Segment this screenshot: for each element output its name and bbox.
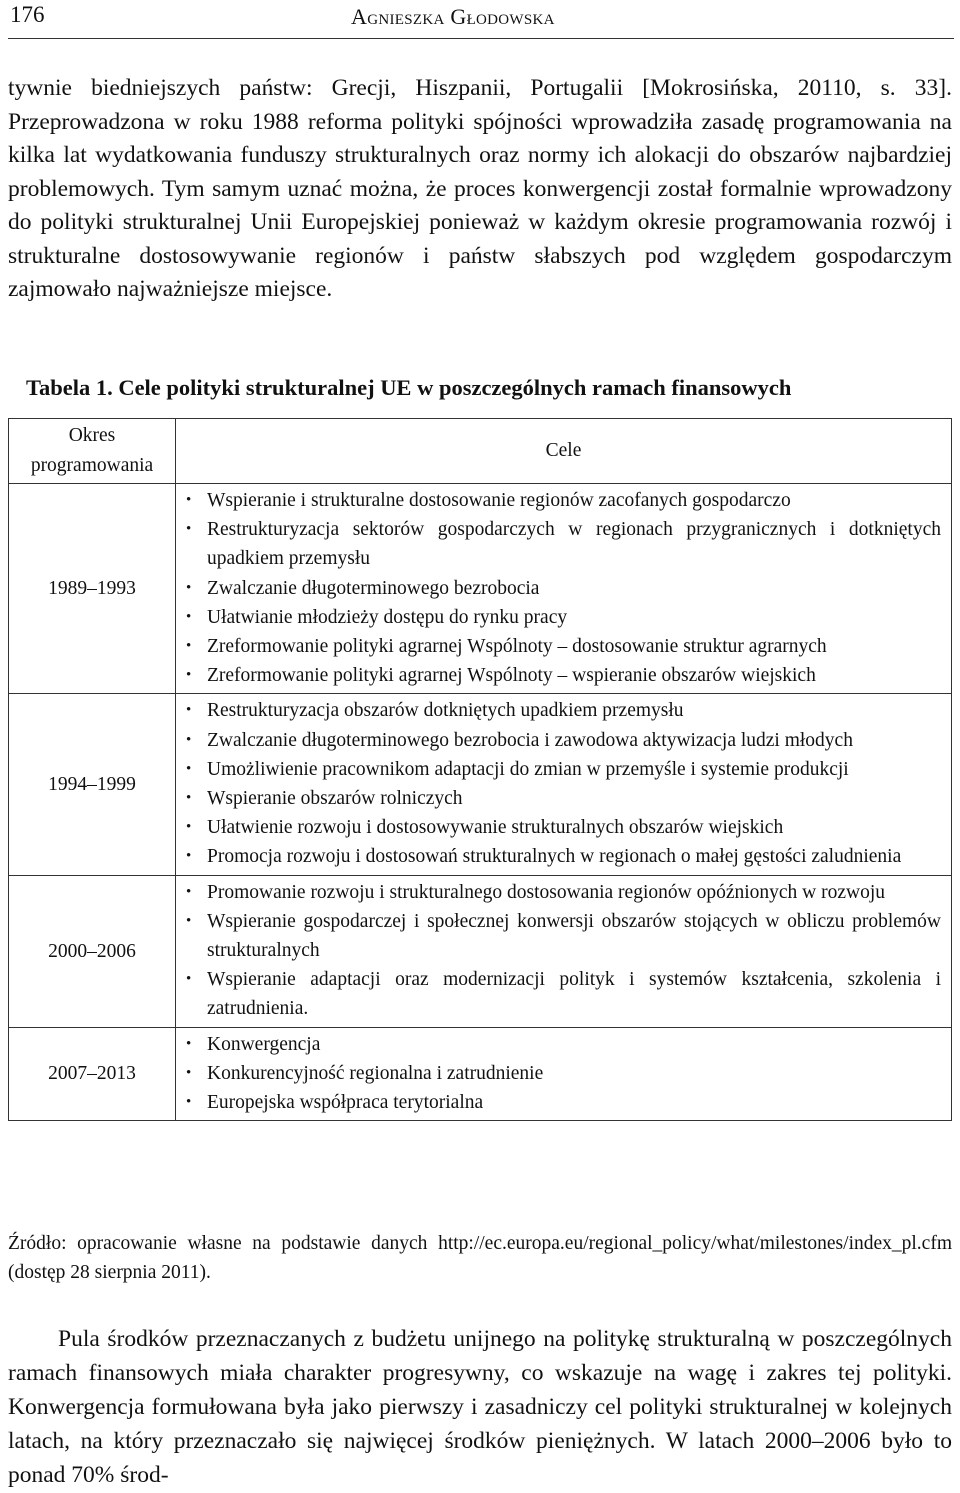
goal-item (186, 1030, 941, 1059)
goal-text: Wspieranie i strukturalne dostosowanie regionów zacofanych gospodarczo (207, 490, 791, 511)
body-paragraph-bottom (8, 1322, 952, 1492)
goal-item (186, 486, 941, 515)
goal-text: Europejska współpraca terytorialna (207, 1092, 484, 1114)
goal-text: Promocja rozwoju i dostosowań strukturalnych w regionach o małej gęstości zaludnienia (207, 846, 902, 868)
bullet-icon: • (186, 912, 192, 929)
goal-text: Wspieranie gospodarczej i społecznej konwersji obszarów stojących w obliczu problemów strukturalnych (207, 910, 941, 962)
goal-item (186, 878, 941, 907)
bullet-icon: • (186, 492, 192, 508)
goal-item (186, 755, 941, 784)
goal-text: Ułatwienie rozwoju i dostosowywanie strukturalnych obszarów wiejskich (207, 817, 784, 839)
goal-item (186, 907, 941, 965)
period-cell: 2007–2013 (9, 1027, 176, 1121)
page-header (8, 0, 954, 39)
table-title: Tabela 1. Cele polityki strukturalnej UE w poszczególnych ramach finansowych (26, 375, 792, 400)
bullet-icon: • (186, 883, 192, 900)
page-number: 176 (10, 2, 45, 27)
goal-item (186, 696, 941, 725)
table-header-row (9, 419, 952, 484)
goal-text: Ułatwianie młodzieży dostępu do rynku pracy (207, 606, 568, 628)
bullet-icon: • (186, 521, 192, 538)
goal-item (186, 842, 941, 871)
goal-text: Konkurencyjność regionalna i zatrudnienie (207, 1062, 544, 1084)
goal-item (186, 1059, 941, 1088)
goal-list (186, 486, 941, 690)
goals-cell (176, 1027, 952, 1121)
goal-list (186, 696, 941, 871)
bullet-icon: • (186, 848, 192, 865)
goal-item (186, 632, 941, 661)
goal-text: Restrukturyzacja sektorów gospodarczych w regionach przygranicznych i dotkniętych upadkiem przemysłu (207, 519, 941, 570)
bullet-icon: • (186, 1064, 192, 1081)
goal-text: Zreformowanie polityki agrarnej Wspólnoty – wspieranie obszarów wiejskich (207, 665, 816, 687)
body-paragraph-bottom-text: Pula środków przeznaczanych z budżetu unijnego na politykę strukturalną w poszczególnych ramach finansowych miała charakter progresywny, co wskazuje na wagę i zakres tej polityki. Konwergencja formułowana była jako pierwszy i zasadniczy cel polityki strukturalnej w kolejnych latach, na który przeznaczało się najwięcej środków pieniężnych. W latach 2000–2006 było to ponad 70% środ- (8, 1326, 952, 1488)
goal-item (186, 965, 941, 1023)
bullet-icon: • (186, 579, 192, 596)
goal-text: Zwalczanie długoterminowego bezrobocia (207, 577, 540, 599)
goal-text: Umożliwienie pracownikom adaptacji do zmian w przemyśle i systemie produkcji (207, 758, 849, 780)
goal-item (186, 574, 941, 603)
bullet-icon: • (186, 819, 192, 836)
header-goals: Cele (176, 419, 952, 484)
period-cell: 1989–1993 (9, 484, 176, 694)
goals-cell (176, 694, 952, 875)
goals-table (8, 418, 952, 1121)
bullet-icon: • (186, 667, 192, 684)
bullet-icon: • (186, 760, 192, 777)
running-head-author: Agnieszka Głodowska (351, 4, 555, 29)
table-body (9, 484, 952, 1121)
bullet-icon: • (186, 790, 192, 807)
goals-cell (176, 875, 952, 1027)
goal-text: Promowanie rozwoju i strukturalnego dostosowania regionów opóźnionych w rozwoju (207, 881, 886, 903)
goal-list (186, 878, 941, 1024)
bullet-icon: • (186, 971, 192, 988)
goal-list (186, 1030, 941, 1118)
goals-cell (176, 484, 952, 694)
header-period: Okres programowania (9, 419, 176, 484)
goal-item (186, 784, 941, 813)
period-cell: 1994–1999 (9, 694, 176, 875)
goal-text: Restrukturyzacja obszarów dotkniętych upadkiem przemysłu (207, 700, 684, 722)
bullet-icon: • (186, 1094, 192, 1111)
bullet-icon: • (186, 731, 192, 748)
table-row (9, 484, 952, 694)
goal-text: Wspieranie adaptacji oraz modernizacji polityk i systemów kształcenia, szkolenia i zatrudnienia. (207, 969, 941, 1020)
period-cell: 2000–2006 (9, 875, 176, 1027)
goal-item (186, 1088, 941, 1117)
goal-item (186, 515, 941, 573)
table-row (9, 1027, 952, 1121)
bullet-icon: • (186, 638, 192, 655)
goal-item (186, 603, 941, 632)
table-row (9, 875, 952, 1027)
goal-text: Zwalczanie długoterminowego bezrobocia i zawodowa aktywizacja ludzi młodych (207, 729, 853, 751)
goal-item (186, 813, 941, 842)
goal-text: Zreformowanie polityki agrarnej Wspólnoty – dostosowanie struktur agrarnych (207, 636, 827, 658)
table-row (9, 694, 952, 875)
table-source-note: Źródło: opracowanie własne na podstawie danych http://ec.europa.eu/regional_policy/what/milestones/index_pl.cfm (dostęp 28 sierpnia 2011). (8, 1233, 952, 1283)
bullet-icon: • (186, 702, 192, 719)
bullet-icon: • (186, 1035, 192, 1052)
goal-text: Konwergencja (207, 1033, 321, 1055)
bullet-icon: • (186, 608, 192, 625)
goal-text: Wspieranie obszarów rolniczych (207, 788, 463, 810)
body-paragraph-top: tywnie biedniejszych państw: Grecji, Hiszpanii, Portugalii [Mokrosińska, 20110, s. 33]. Przeprowadzona w roku 1988 reforma polityki spójności wprowadziła zasadę programowania na kilka lat wydatkowania funduszy strukturalnych oraz normy ich alokacji do obszarów najbardziej problemowych. Tym samym uznać można, że proces konwergencji został formalnie wprowadzony do polityki strukturalnej Unii Europejskiej ponieważ w każdym okresie programowania rozwój i strukturalne dostosowywanie regionów i państw słabszych pod względem gospodarczym zajmowało najważniejsze miejsce. (8, 75, 952, 302)
goal-item (186, 726, 941, 755)
goal-item (186, 661, 941, 690)
